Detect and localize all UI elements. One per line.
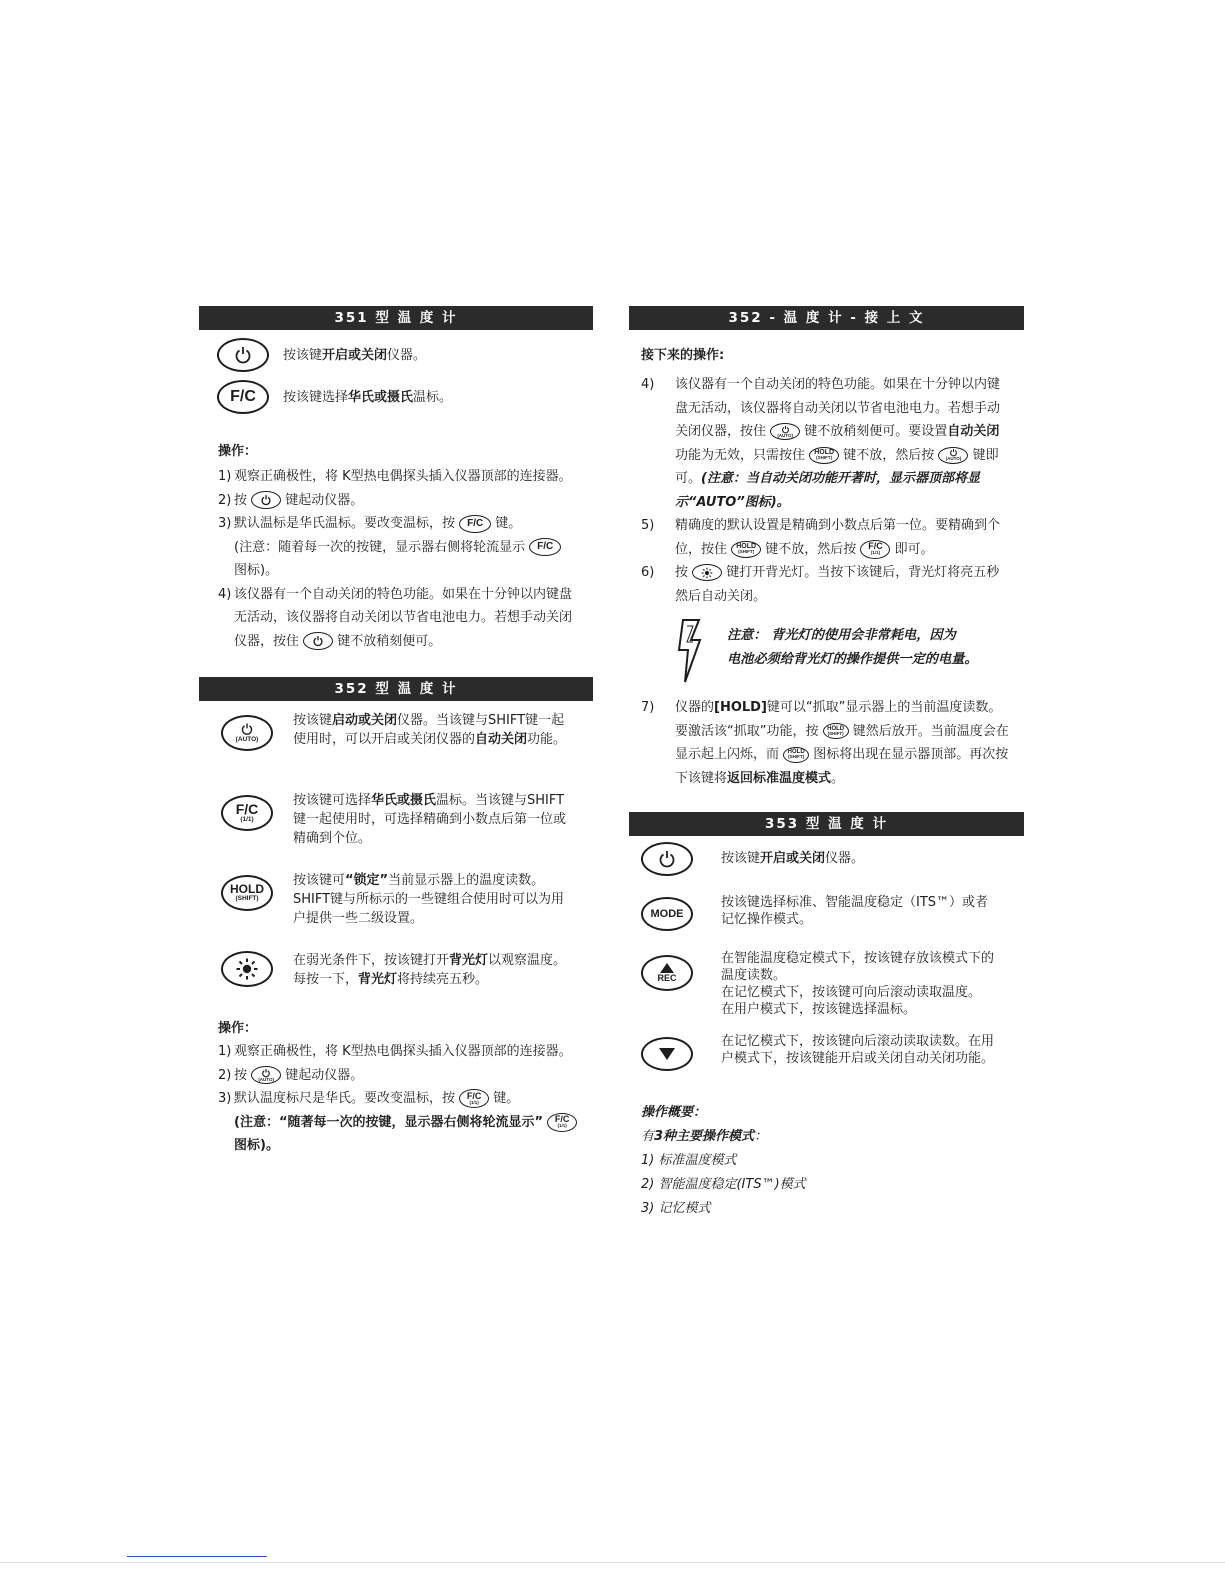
power-auto-icon: (AUTO) xyxy=(770,423,800,440)
list-item: 1) 观察正确极性，将 K型热电偶探头插入仪器顶部的连接器。 xyxy=(218,469,572,484)
model351-key-list xyxy=(199,330,593,420)
list-item: 5) 精确度的默认设置是精确到小数点后第一位。要精确到个位，按住 HOLD (SHIFT) 键不放，然后按 F/C (1/1) 即可。 xyxy=(641,518,1001,557)
footer-link-underline xyxy=(127,1556,267,1557)
hold-shift-icon: HOLD (SHIFT) xyxy=(731,541,761,558)
mode-list-item: 2) 智能温度稳定(ITS™)模式 xyxy=(641,1177,806,1192)
list-item: 1) 观察正确极性，将 K型热电偶探头插入仪器顶部的连接器。 xyxy=(218,1044,572,1059)
list-item: 7) 仪器的[HOLD]键可以“抓取”显示器上的当前温度读数。要激活该“抓取”功能，按 HOLD (SHIFT) 键然后放开。当前温度会在显示起上闪烁，而 HOLD (SHIFT) 图标将出现在显示器顶部。再次按下该键将返回标准温度模式。 xyxy=(641,700,1009,786)
hold-shift-icon: HOLD (SHIFT) xyxy=(823,723,849,739)
power-icon xyxy=(251,491,281,509)
backlight-key-icon xyxy=(221,951,273,987)
fc-icon: F/C xyxy=(459,515,491,533)
left-column xyxy=(199,306,593,1158)
down-key-icon xyxy=(641,1037,693,1071)
mode-list-item: 3) 记忆模式 xyxy=(641,1201,711,1216)
list-item: 6) 按 键打开背光灯。当按下该键后，背光灯将亮五秒然后自动关闭。 xyxy=(641,565,1000,604)
fc-unit-icon: F/C (1/1) xyxy=(860,540,890,559)
fc-unit-icon: F/C (1/1) xyxy=(459,1089,489,1108)
mode-key-description: 按该键选择标准、智能温度稳定（ITS™）或者记忆操作模式。 xyxy=(721,895,989,927)
section-header-351: 351 型 温 度 计 xyxy=(199,306,593,330)
rec-up-key-icon: REC xyxy=(641,955,693,991)
power-auto-key-description: 按该键启动或关闭仪器。当该键与SHIFT键一起使用时，可以开启或关闭仪器的自动关闭功能。 xyxy=(293,713,567,747)
model351-operations xyxy=(218,440,578,653)
list-item: 4) 该仪器有一个自动关闭的特色功能。如果在十分钟以内键盘无活动，该仪器将自动关闭以节省电池电力。若想手动关闭仪器，按住 (AUTO) 键不放稍刻便可。要设置自动关闭功能为无效，只需按住 HOLD (SHIFT) 键不放，然后按 (AUTO) 键即可。(注意：当自动关闭功能开著时，显示器顶部将显示“AUTO”图标)。 xyxy=(641,377,1001,510)
warning-text: 注意： 背光灯的使用会非常耗电，因为 电池必须给背光灯的操作提供一定的电量。 xyxy=(727,628,978,667)
list-item: 4) 该仪器有一个自动关闭的特色功能。如果在十分钟以内键盘无活动，该仪器将自动关闭以节省电池电力。若想手动关闭仪器，按住 键不放稍刻便可。 xyxy=(218,586,573,649)
operations-title: 操作： xyxy=(218,444,258,459)
next-operations-title: 接下来的操作: xyxy=(641,348,725,363)
power-key-icon xyxy=(217,338,269,372)
sun-icon xyxy=(692,564,722,581)
list-item: 2) 按 (AUTO) 键起动仪器。 xyxy=(218,1067,364,1083)
summary-title: 操作概要： xyxy=(641,1105,707,1120)
model352-continued-operations xyxy=(641,344,1011,790)
down-arrow-icon xyxy=(659,1048,675,1060)
hold-shift-key-description: 按该键可“锁定”当前显示器上的温度读数。SHIFT键与所标示的一些键组合使用时可以为用户提供一些二级设置。 xyxy=(293,873,565,926)
section-header-352-continued: 352 - 温 度 计 - 接 上 文 xyxy=(629,306,1024,330)
operations-summary xyxy=(641,1101,1011,1221)
list-item: 2) 按 键起动仪器。 xyxy=(218,492,364,508)
backlight-warning xyxy=(641,618,1011,682)
right-column xyxy=(629,306,1024,1216)
hold-shift-icon: HOLD (SHIFT) xyxy=(809,447,839,464)
model352-operations xyxy=(218,1017,580,1158)
model352-key-list xyxy=(199,701,593,1017)
fc-icon: F/C xyxy=(529,538,561,556)
power-auto-icon: (AUTO) xyxy=(251,1066,281,1084)
list-item: 3) 默认温标是华氏温标。要改变温标，按 F/C 键。 (注意：随着每一次的按键，显示器右侧将轮流显示 F/C 图标)。 xyxy=(218,512,578,583)
power-symbol-icon xyxy=(233,345,253,365)
down-key-description: 在记忆模式下，按该键向后滚动读取读数。在用户模式下，按该键能开启或关闭自动关闭功能。 xyxy=(721,1034,995,1066)
power-auto-key-icon: (AUTO) xyxy=(221,715,273,751)
fc-unit-key-icon: F/C (1/1) xyxy=(221,795,273,831)
sun-icon xyxy=(235,957,259,981)
rec-key-description: 在智能温度稳定模式下，按该键存放该模式下的温度读数。 在记忆模式下，按该键可向后滚动读取温度。 在用户模式下，按该键选择温标。 xyxy=(721,951,995,1017)
fc-unit-icon: F/C (1/1) xyxy=(547,1113,577,1132)
power-icon xyxy=(303,632,333,650)
model353-key-list xyxy=(629,840,1024,1090)
fc-key-description: 按该键选择华氏或摄氏温标。 xyxy=(283,390,453,405)
fc-key-icon: F/C xyxy=(217,380,269,414)
power-key-description: 按该键开启或关闭仪器。 xyxy=(283,348,427,363)
mode-list-item: 1) 标准温度模式 xyxy=(641,1153,737,1168)
section-header-353: 353 型 温 度 计 xyxy=(629,812,1024,836)
power-auto-icon: (AUTO) xyxy=(938,447,968,464)
section-header-352: 352 型 温 度 计 xyxy=(199,677,593,701)
fc-unit-key-description: 按该键可选择华氏或摄氏温标。当该键与SHIFT键一起使用时，可选择精确到小数点后第一位或精确到个位。 xyxy=(293,793,567,846)
operations-title: 操作： xyxy=(218,1021,258,1036)
hold-shift-key-icon: HOLD (SHIFT) xyxy=(221,875,273,911)
power-key-description: 按该键开启或关闭仪器。 xyxy=(721,851,865,866)
mode-key-icon: MODE xyxy=(641,897,693,931)
bottom-rule xyxy=(0,1562,1225,1563)
list-item: 3) 默认温度标尺是华氏。要改变温标，按 F/C (1/1) 键。 (注意：“随著每一次的按键，显示器右侧将轮流显示” F/C (1/1) 图标)。 xyxy=(218,1087,580,1158)
hold-shift-icon: HOLD (SHIFT) xyxy=(783,747,809,763)
lightning-warning-icon xyxy=(673,618,703,684)
up-arrow-icon xyxy=(660,963,674,973)
power-key-icon xyxy=(641,842,693,876)
backlight-key-description: 在弱光条件下，按该键打开背光灯以观察温度。每按一下，背光灯将持续亮五秒。 xyxy=(293,953,567,987)
summary-lead: 有3种主要操作模式： xyxy=(641,1129,768,1144)
